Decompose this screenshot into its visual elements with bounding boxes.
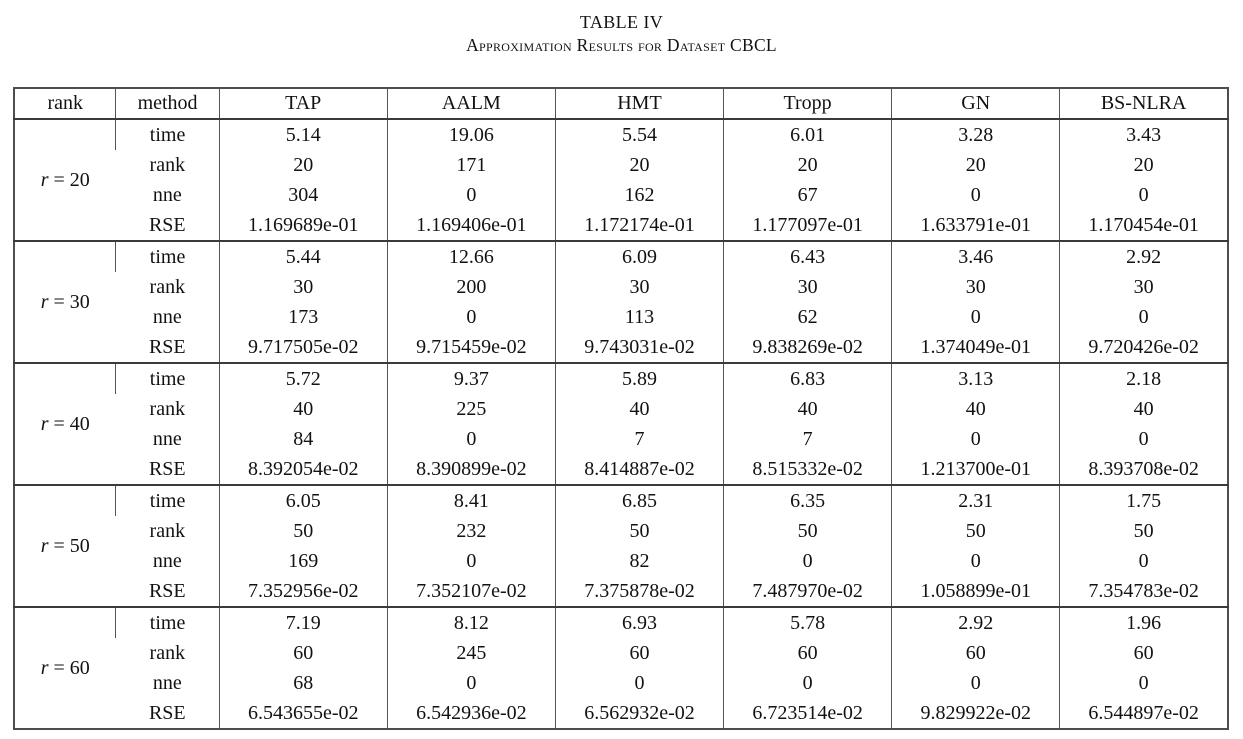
value-cell: 0 bbox=[387, 668, 555, 698]
column-header-tap: TAP bbox=[219, 88, 387, 119]
value-cell: 30 bbox=[1060, 272, 1228, 302]
value-cell: 40 bbox=[555, 394, 723, 424]
value-cell: 30 bbox=[555, 272, 723, 302]
value-cell: 1.177097e-01 bbox=[724, 210, 892, 241]
rank-variable: r bbox=[40, 413, 49, 435]
value-cell: 50 bbox=[892, 516, 1060, 546]
value-cell: 9.838269e-02 bbox=[724, 332, 892, 363]
metric-label-cell: rank bbox=[149, 520, 186, 542]
value-cell: 82 bbox=[555, 546, 723, 576]
value-cell: 5.78 bbox=[724, 607, 892, 638]
value-cell: 50 bbox=[1060, 516, 1228, 546]
value-cell: 8.392054e-02 bbox=[219, 454, 387, 485]
value-cell: 1.169689e-01 bbox=[219, 210, 387, 241]
metric-label-cell: nne bbox=[152, 184, 182, 206]
rank-group bbox=[14, 363, 1228, 485]
metric-label-cell: rank bbox=[149, 276, 186, 298]
value-cell: 0 bbox=[892, 424, 1060, 454]
metric-label-cell: RSE bbox=[148, 702, 186, 724]
value-cell: 7.354783e-02 bbox=[1060, 576, 1228, 607]
table-row bbox=[14, 394, 1228, 424]
value-cell: 0 bbox=[555, 668, 723, 698]
value-cell: 6.85 bbox=[555, 485, 723, 516]
rank-cell: r = 30 bbox=[40, 291, 90, 313]
value-cell: 2.92 bbox=[1060, 241, 1228, 272]
value-cell: 9.717505e-02 bbox=[219, 332, 387, 363]
metric-label-cell: RSE bbox=[148, 336, 186, 358]
value-cell: 20 bbox=[724, 150, 892, 180]
metric-label-cell: rank bbox=[149, 398, 186, 420]
rank-cell: r = 40 bbox=[40, 413, 90, 435]
value-cell: 20 bbox=[892, 150, 1060, 180]
table-row bbox=[14, 516, 1228, 546]
value-cell: 50 bbox=[555, 516, 723, 546]
table-header bbox=[14, 88, 1228, 119]
value-cell: 3.46 bbox=[892, 241, 1060, 272]
value-cell: 0 bbox=[892, 302, 1060, 332]
table-row bbox=[14, 607, 1228, 638]
value-cell: 0 bbox=[892, 546, 1060, 576]
value-cell: 6.05 bbox=[219, 485, 387, 516]
value-cell: 2.18 bbox=[1060, 363, 1228, 394]
value-cell: 6.93 bbox=[555, 607, 723, 638]
column-header-method: method bbox=[116, 88, 219, 119]
value-cell: 1.633791e-01 bbox=[892, 210, 1060, 241]
value-cell: 0 bbox=[1060, 424, 1228, 454]
table-row bbox=[14, 576, 1228, 607]
rank-variable: r bbox=[40, 169, 49, 191]
table-subtitle: Approximation Results for Dataset CBCL bbox=[466, 35, 777, 55]
rank-variable: r bbox=[40, 291, 49, 313]
value-cell: 6.43 bbox=[724, 241, 892, 272]
value-cell: 0 bbox=[387, 180, 555, 210]
value-cell: 9.743031e-02 bbox=[555, 332, 723, 363]
rank-cell: r = 60 bbox=[40, 657, 90, 679]
value-cell: 0 bbox=[387, 546, 555, 576]
value-cell: 5.89 bbox=[555, 363, 723, 394]
value-cell: 7.375878e-02 bbox=[555, 576, 723, 607]
value-cell: 3.43 bbox=[1060, 119, 1228, 150]
value-cell: 62 bbox=[724, 302, 892, 332]
table-row bbox=[14, 210, 1228, 241]
value-cell: 40 bbox=[219, 394, 387, 424]
rank-variable: r bbox=[40, 657, 49, 679]
table-row bbox=[14, 302, 1228, 332]
value-cell: 9.720426e-02 bbox=[1060, 332, 1228, 363]
value-cell: 20 bbox=[1060, 150, 1228, 180]
column-header-bs-nlra: BS-NLRA bbox=[1060, 88, 1228, 119]
table-row bbox=[14, 454, 1228, 485]
metric-label-cell: time bbox=[116, 607, 219, 638]
value-cell: 3.28 bbox=[892, 119, 1060, 150]
value-cell: 0 bbox=[387, 302, 555, 332]
value-cell: 1.058899e-01 bbox=[892, 576, 1060, 607]
value-cell: 0 bbox=[387, 424, 555, 454]
value-cell: 0 bbox=[724, 668, 892, 698]
value-cell: 50 bbox=[219, 516, 387, 546]
value-cell: 1.169406e-01 bbox=[387, 210, 555, 241]
metric-label-cell: RSE bbox=[148, 580, 186, 602]
column-header-gn: GN bbox=[892, 88, 1060, 119]
table-row bbox=[14, 363, 1228, 394]
value-cell: 304 bbox=[219, 180, 387, 210]
value-cell: 1.96 bbox=[1060, 607, 1228, 638]
value-cell: 7.19 bbox=[219, 607, 387, 638]
value-cell: 7 bbox=[555, 424, 723, 454]
value-cell: 8.515332e-02 bbox=[724, 454, 892, 485]
value-cell: 5.72 bbox=[219, 363, 387, 394]
column-header-tropp: Tropp bbox=[724, 88, 892, 119]
value-cell: 6.723514e-02 bbox=[724, 698, 892, 729]
value-cell: 225 bbox=[387, 394, 555, 424]
value-cell: 2.92 bbox=[892, 607, 1060, 638]
value-cell: 60 bbox=[724, 638, 892, 668]
table-row bbox=[14, 180, 1228, 210]
rank-group bbox=[14, 607, 1228, 729]
value-cell: 8.393708e-02 bbox=[1060, 454, 1228, 485]
value-cell: 30 bbox=[892, 272, 1060, 302]
value-cell: 9.829922e-02 bbox=[892, 698, 1060, 729]
value-cell: 1.172174e-01 bbox=[555, 210, 723, 241]
metric-label-cell: RSE bbox=[148, 458, 186, 480]
value-cell: 8.12 bbox=[387, 607, 555, 638]
value-cell: 50 bbox=[724, 516, 892, 546]
value-cell: 6.01 bbox=[724, 119, 892, 150]
table-row bbox=[14, 150, 1228, 180]
value-cell: 60 bbox=[555, 638, 723, 668]
value-cell: 200 bbox=[387, 272, 555, 302]
value-cell: 60 bbox=[1060, 638, 1228, 668]
value-cell: 9.37 bbox=[387, 363, 555, 394]
value-cell: 8.41 bbox=[387, 485, 555, 516]
value-cell: 5.14 bbox=[219, 119, 387, 150]
value-cell: 30 bbox=[724, 272, 892, 302]
value-cell: 60 bbox=[219, 638, 387, 668]
value-cell: 67 bbox=[724, 180, 892, 210]
value-cell: 1.213700e-01 bbox=[892, 454, 1060, 485]
metric-label-cell: rank bbox=[149, 154, 186, 176]
value-cell: 6.09 bbox=[555, 241, 723, 272]
rank-variable: r bbox=[40, 535, 49, 557]
value-cell: 6.544897e-02 bbox=[1060, 698, 1228, 729]
table-title: TABLE IV bbox=[579, 12, 664, 32]
metric-label-cell: nne bbox=[152, 672, 182, 694]
rank-group bbox=[14, 485, 1228, 607]
value-cell: 8.414887e-02 bbox=[555, 454, 723, 485]
header-row bbox=[14, 88, 1228, 119]
metric-label-cell: nne bbox=[152, 306, 182, 328]
value-cell: 19.06 bbox=[387, 119, 555, 150]
rank-cell: r = 50 bbox=[40, 535, 90, 557]
table-row bbox=[14, 638, 1228, 668]
value-cell: 113 bbox=[555, 302, 723, 332]
value-cell: 245 bbox=[387, 638, 555, 668]
column-header-rank: rank bbox=[14, 88, 116, 119]
table-row bbox=[14, 241, 1228, 272]
value-cell: 60 bbox=[892, 638, 1060, 668]
table-row bbox=[14, 485, 1228, 516]
value-cell: 84 bbox=[219, 424, 387, 454]
value-cell: 40 bbox=[724, 394, 892, 424]
value-cell: 7.352107e-02 bbox=[387, 576, 555, 607]
value-cell: 162 bbox=[555, 180, 723, 210]
results-table bbox=[13, 87, 1229, 730]
column-header-hmt: HMT bbox=[555, 88, 723, 119]
value-cell: 0 bbox=[724, 546, 892, 576]
value-cell: 0 bbox=[892, 668, 1060, 698]
table-caption bbox=[0, 0, 1243, 56]
table-row bbox=[14, 332, 1228, 363]
value-cell: 6.542936e-02 bbox=[387, 698, 555, 729]
value-cell: 20 bbox=[219, 150, 387, 180]
rank-cell: r = 20 bbox=[40, 169, 90, 191]
value-cell: 5.54 bbox=[555, 119, 723, 150]
value-cell: 0 bbox=[1060, 546, 1228, 576]
metric-label-cell: nne bbox=[152, 428, 182, 450]
value-cell: 0 bbox=[1060, 302, 1228, 332]
value-cell: 7 bbox=[724, 424, 892, 454]
value-cell: 30 bbox=[219, 272, 387, 302]
metric-label-cell: time bbox=[116, 119, 219, 150]
value-cell: 2.31 bbox=[892, 485, 1060, 516]
value-cell: 40 bbox=[1060, 394, 1228, 424]
table-row bbox=[14, 272, 1228, 302]
metric-label-cell: time bbox=[116, 485, 219, 516]
column-header-aalm: AALM bbox=[387, 88, 555, 119]
value-cell: 3.13 bbox=[892, 363, 1060, 394]
value-cell: 171 bbox=[387, 150, 555, 180]
rank-group bbox=[14, 241, 1228, 363]
value-cell: 1.374049e-01 bbox=[892, 332, 1060, 363]
value-cell: 0 bbox=[1060, 668, 1228, 698]
metric-label-cell: rank bbox=[149, 642, 186, 664]
value-cell: 20 bbox=[555, 150, 723, 180]
value-cell: 6.83 bbox=[724, 363, 892, 394]
value-cell: 6.35 bbox=[724, 485, 892, 516]
metric-label-cell: nne bbox=[152, 550, 182, 572]
metric-label-cell: time bbox=[116, 241, 219, 272]
value-cell: 12.66 bbox=[387, 241, 555, 272]
table-row bbox=[14, 119, 1228, 150]
value-cell: 7.487970e-02 bbox=[724, 576, 892, 607]
value-cell: 1.75 bbox=[1060, 485, 1228, 516]
table-row bbox=[14, 698, 1228, 729]
value-cell: 6.562932e-02 bbox=[555, 698, 723, 729]
value-cell: 68 bbox=[219, 668, 387, 698]
metric-label-cell: time bbox=[116, 363, 219, 394]
value-cell: 173 bbox=[219, 302, 387, 332]
table-row bbox=[14, 424, 1228, 454]
rank-group bbox=[14, 119, 1228, 241]
table-row bbox=[14, 668, 1228, 698]
value-cell: 0 bbox=[892, 180, 1060, 210]
value-cell: 6.543655e-02 bbox=[219, 698, 387, 729]
metric-label-cell: RSE bbox=[148, 214, 186, 236]
value-cell: 232 bbox=[387, 516, 555, 546]
value-cell: 8.390899e-02 bbox=[387, 454, 555, 485]
value-cell: 0 bbox=[1060, 180, 1228, 210]
value-cell: 9.715459e-02 bbox=[387, 332, 555, 363]
value-cell: 5.44 bbox=[219, 241, 387, 272]
table-row bbox=[14, 546, 1228, 576]
value-cell: 169 bbox=[219, 546, 387, 576]
value-cell: 1.170454e-01 bbox=[1060, 210, 1228, 241]
value-cell: 7.352956e-02 bbox=[219, 576, 387, 607]
value-cell: 40 bbox=[892, 394, 1060, 424]
